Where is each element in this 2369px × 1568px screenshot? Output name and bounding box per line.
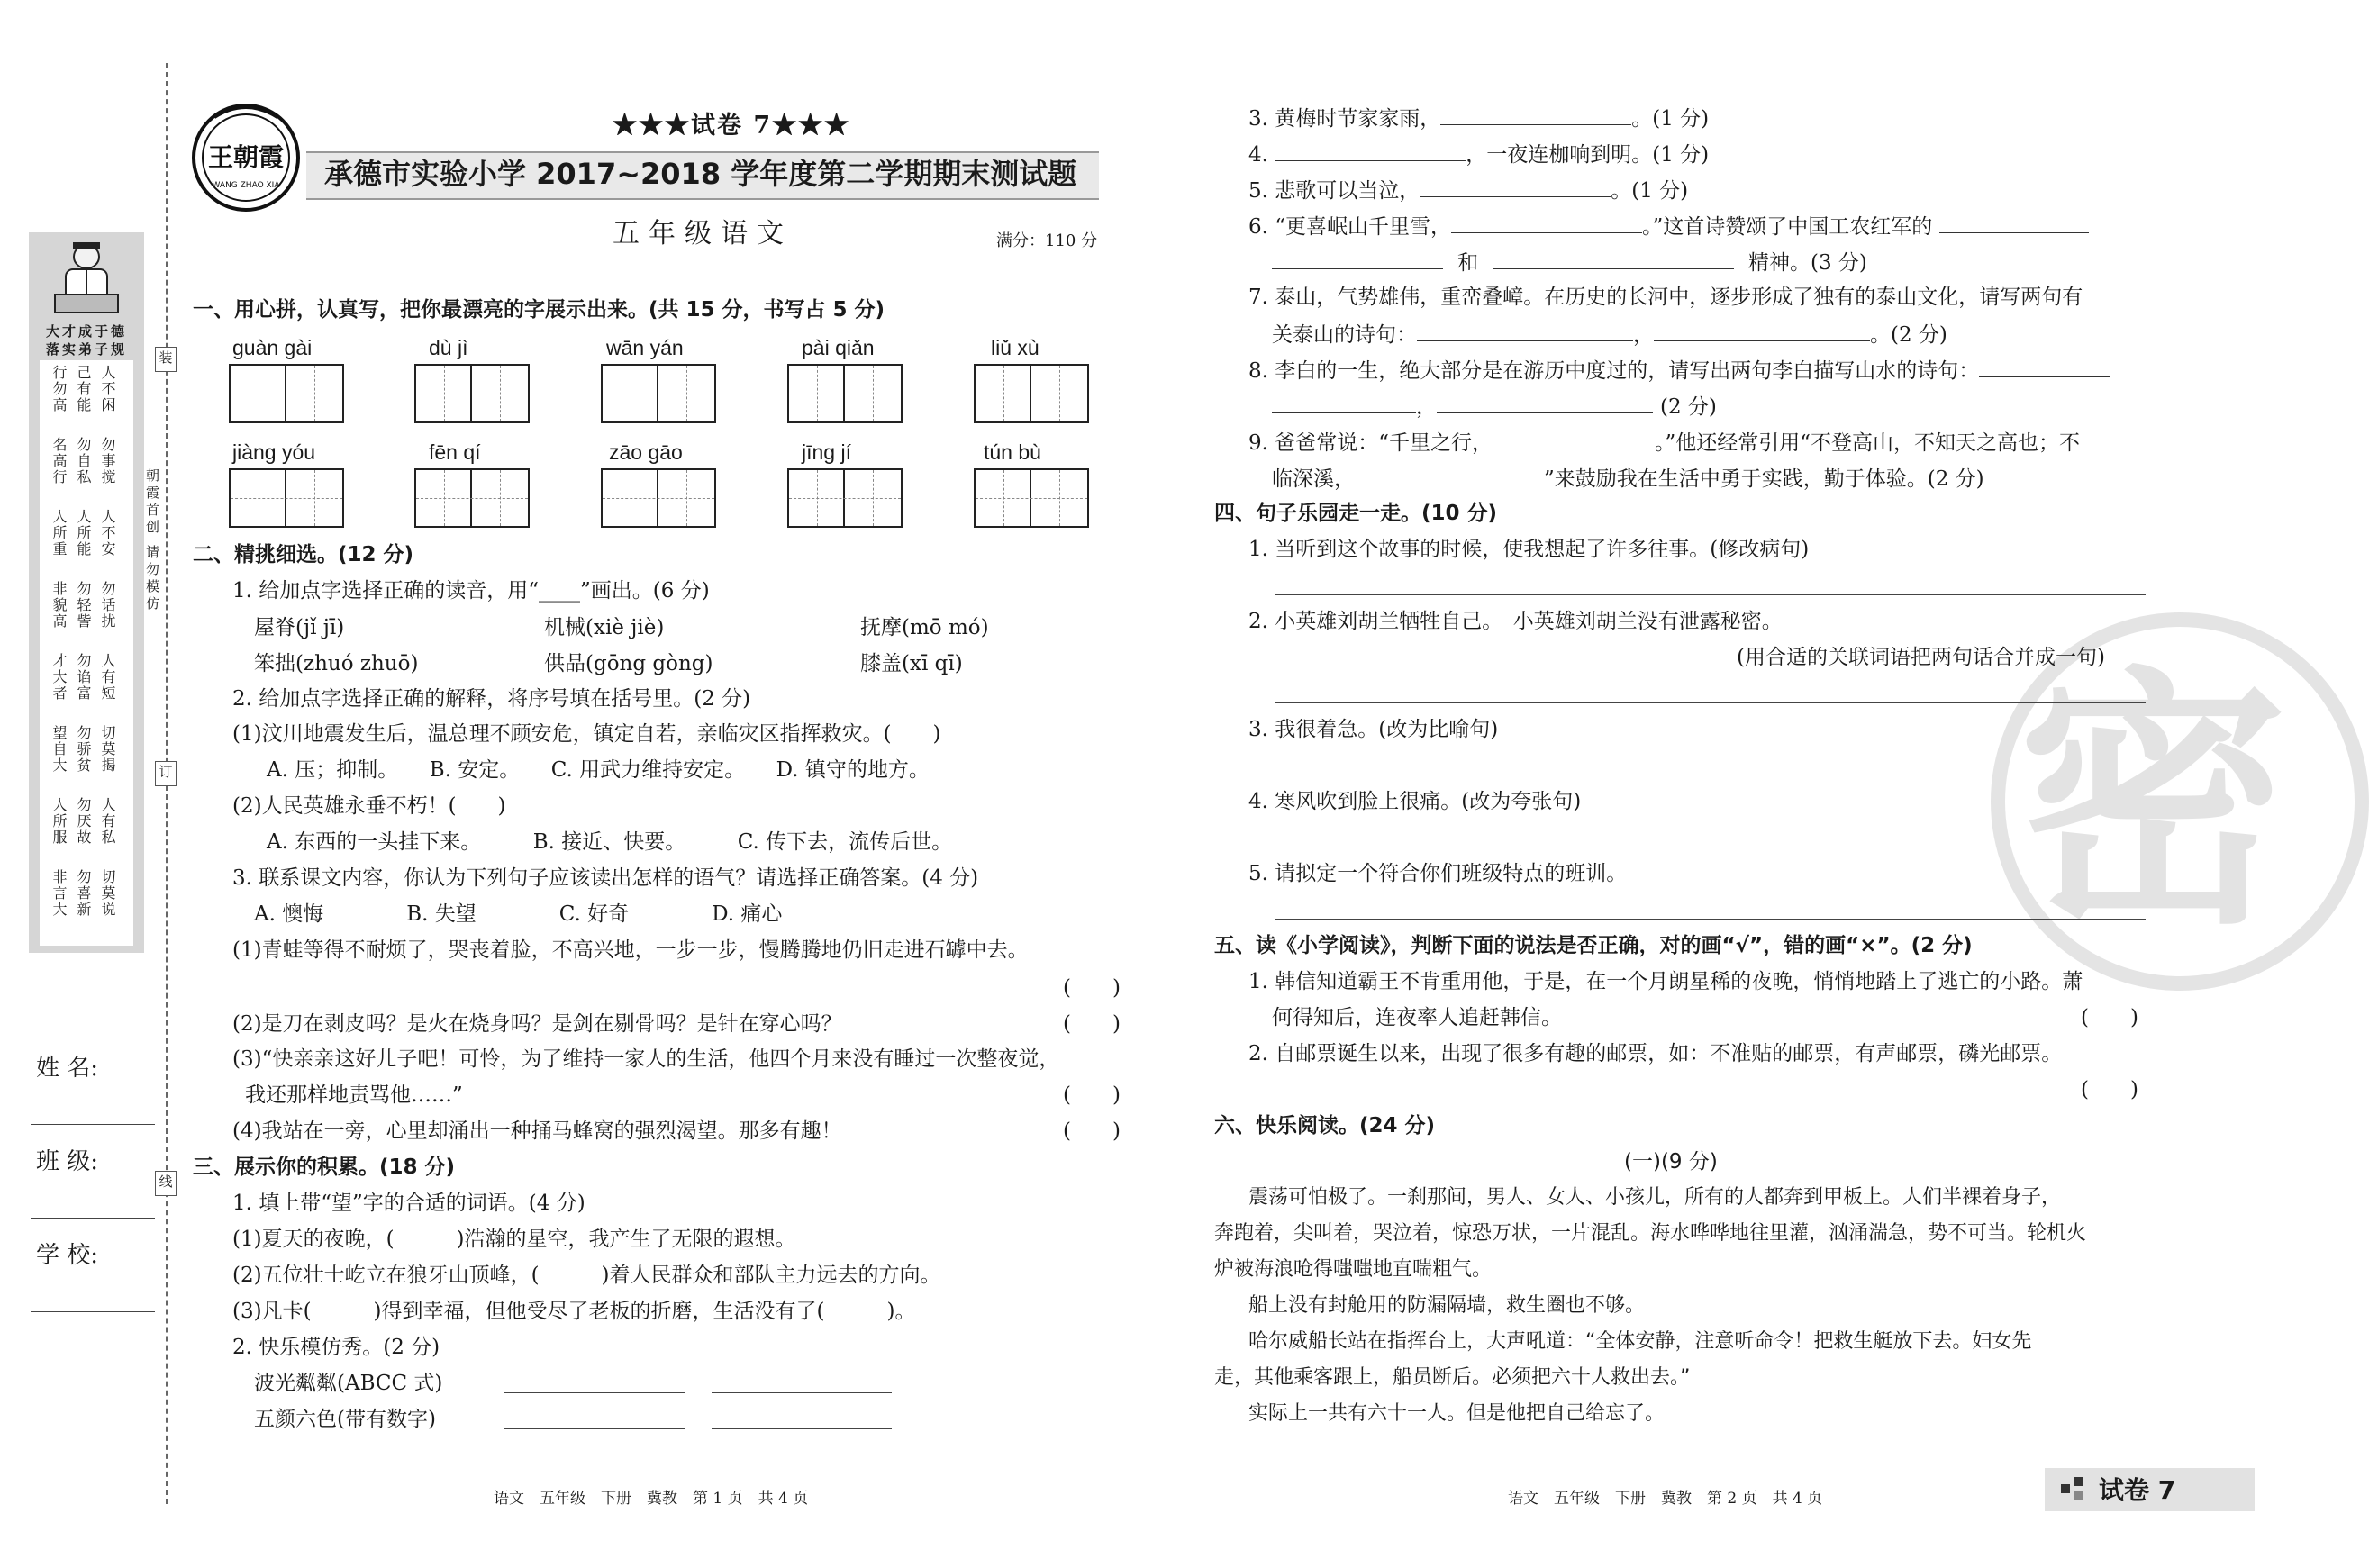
motto: 行勿高 — [50, 365, 68, 413]
s3-q8 — [1248, 357, 2110, 384]
name-field[interactable] — [31, 1124, 155, 1125]
s6-subtitle: (一)(9 分) — [1624, 1150, 1718, 1174]
s3-q3 — [1248, 104, 1709, 131]
answer-line[interactable] — [1437, 393, 1653, 413]
s3-q6 — [1248, 213, 2089, 240]
class-label: 班 级: — [36, 1148, 99, 1175]
logo-sub: WANG ZHAO XIA — [212, 181, 280, 190]
answer-line[interactable] — [1440, 104, 1631, 125]
fold-label: 订 — [155, 761, 177, 786]
s2-q3: 3. 联系课文内容，你认为下列句子应该读出怎样的语气？请选择正确答案。(4 分) — [232, 866, 979, 890]
s5-q1a: 1. 韩信知道霸王不肯重用他，于是，在一个月朗星稀的夜晚，悄悄地踏上了逃亡的小路。萧 — [1248, 970, 2083, 993]
writing-box[interactable] — [601, 364, 716, 423]
s2-q2-b-options: A. 东西的一头挂下来。 B. 接近、快要。 C. 传下去，流传后世。 — [267, 830, 953, 854]
paper-label: ★★★试卷 7★★★ — [613, 112, 851, 140]
s3-q7a: 7. 泰山，气势雄伟，重峦叠嶂。在历史的长河中，逐步形成了独有的泰山文化，请写两句有 — [1248, 286, 2083, 309]
s2-q3-3b: 我还那样地责骂他……” — [245, 1083, 463, 1107]
full-score: 满分：110 分 — [996, 231, 1098, 250]
s3-q2-2: 五颜六色(带有数字) — [254, 1408, 436, 1431]
s2-q3-options: A. 懊悔 B. 失望 C. 好奇 D. 痛心 — [254, 902, 783, 926]
writing-box[interactable] — [229, 364, 344, 423]
s3-q8-cont — [1272, 393, 1717, 420]
answer-paren[interactable]: ( ) — [1063, 1083, 1121, 1107]
motto: 切莫说 — [99, 869, 116, 918]
footer-dots — [2074, 1491, 2083, 1500]
motto: 人所服 — [50, 797, 68, 846]
s3-q6-c: 和 — [1457, 251, 1478, 275]
answer-line[interactable] — [1654, 321, 1870, 341]
motto: 才大者 — [50, 653, 68, 702]
motto: 人所重 — [50, 509, 68, 557]
s2-q1: 1. 给加点字选择正确的读音，用“____”画出。(6 分) — [232, 579, 710, 603]
class-field[interactable] — [31, 1218, 155, 1219]
s2-q2-a: (1)汶川地震发生后，温总理不顾安危，镇定自若，亲临灾区指挥救灾。( ) — [232, 722, 941, 746]
answer-line[interactable] — [712, 1428, 892, 1429]
answer-line[interactable] — [504, 1428, 685, 1429]
copyright-note: 朝霞首创 请勿模仿 — [144, 468, 160, 613]
name-label: 姓 名: — [36, 1055, 99, 1082]
answer-line[interactable] — [1275, 594, 2146, 595]
s3-q9-c: 临深溪， — [1272, 467, 1355, 491]
s4-q3: 3. 我很着急。(改为比喻句) — [1248, 718, 1499, 741]
writing-box[interactable] — [787, 468, 903, 528]
writing-box[interactable] — [414, 364, 530, 423]
motto: 勿事搅 — [99, 437, 116, 485]
footer-dots — [2061, 1484, 2070, 1493]
s4-q2: 2. 小英雄刘胡兰牺牲自己。 小英雄刘胡兰没有泄露秘密。 — [1248, 610, 1783, 633]
subject-title: 五年级语文 — [613, 218, 793, 249]
s6-p1b: 奔跑着，尖叫着，哭泣着，惊恐万状，一片混乱。海水哗哗地往里灌，汹涌湍急，势不可当。轮机火 — [1214, 1222, 2087, 1245]
s3-q8-b: (2 分) — [1660, 395, 1717, 419]
section-3-title: 三、展示你的积累。(18 分) — [193, 1156, 456, 1179]
scholar-illustration — [50, 239, 123, 320]
answer-line[interactable] — [1417, 321, 1633, 341]
motto: 人所能 — [75, 509, 92, 557]
s4-q1: 1. 当听到这个故事的时候，使我想起了许多往事。(修改病句) — [1248, 538, 1810, 561]
motto: 勿厌故 — [75, 797, 92, 846]
s3-q4 — [1248, 140, 1709, 168]
s2-q1-item: 机械(xiè jiè) — [544, 616, 665, 639]
exam-title: 承德市实验小学 2017~2018 学年度第二学期期末测试题 — [324, 157, 1077, 191]
logo-text: 王朝霞 — [207, 142, 285, 172]
writing-box[interactable] — [414, 468, 530, 528]
s2-q3-1: (1)青蛙等得不耐烦了，哭丧着脸，不高兴地，一步一步，慢腾腾地仍旧走进石罅中去。 — [232, 938, 1029, 962]
answer-line[interactable] — [1451, 213, 1642, 233]
answer-line[interactable] — [1355, 465, 1544, 485]
answer-line[interactable] — [712, 1392, 892, 1393]
fold-label: 线 — [155, 1171, 177, 1196]
answer-line[interactable] — [504, 1392, 685, 1393]
motto: 人不闲 — [99, 365, 116, 413]
s3-q9-b: 。”他还经常引用“不登高山，不知天之高也；不 — [1655, 431, 2081, 455]
s3-q6-d: 精神。(3 分) — [1748, 251, 1867, 275]
s2-q2: 2. 给加点字选择正确的解释，将序号填在括号里。(2 分) — [232, 687, 751, 711]
sidebar-slogan-bottom: 落实弟子规 — [45, 341, 127, 358]
s2-q1-item: 膝盖(xī qī) — [860, 652, 963, 675]
answer-line[interactable] — [1275, 702, 2146, 703]
brand-logo — [187, 99, 304, 216]
s3-q1-2: (2)五位壮士屹立在狼牙山顶峰，( )着人民群众和部队主力远去的方向。 — [232, 1264, 941, 1287]
s3-q7-comma: ， — [1633, 323, 1654, 347]
pinyin: jiàng yóu — [232, 440, 316, 464]
answer-paren[interactable]: ( ) — [1063, 1012, 1121, 1036]
pinyin: jīng jí — [802, 440, 851, 464]
s2-q2-a-options: A. 压；抑制。 B. 安定。 C. 用武力维持安定。 D. 镇守的地方。 — [267, 758, 930, 782]
answer-line[interactable] — [1493, 429, 1655, 449]
motto: 己有能 — [75, 365, 92, 413]
s6-p1a: 震荡可怕极了。一刹那间，男人、女人、小孩儿，所有的人都奔到甲板上。人们半裸着身子， — [1248, 1186, 2062, 1209]
s6-p3b: 走，其他乘客跟上，船员断后。必须把六十人救出去。” — [1214, 1366, 1691, 1389]
s3-q9-a: 9. 爸爸常说：“千里之行， — [1248, 431, 1493, 455]
motto: 名高行 — [50, 437, 68, 485]
footer-badge: 试卷 7 — [2099, 1475, 2176, 1505]
school-label: 学 校: — [36, 1242, 99, 1269]
s5-q1b: 何得知后，连夜率人追赶韩信。 — [1272, 1006, 1562, 1029]
s5-q2: 2. 自邮票诞生以来，出现了很多有趣的邮票，如：不准贴的邮票，有声邮票，磷光邮票。 — [1248, 1042, 2063, 1065]
answer-line[interactable] — [1420, 177, 1611, 197]
s3-q6-cont — [1272, 249, 1867, 276]
s3-q4-text: ，一夜连枷响到明。(1 分) — [1466, 143, 1710, 167]
section-2-title: 二、精挑细选。(12 分) — [193, 543, 414, 566]
footer-left: 语文 五年级 下册 冀教 第 1 页 共 4 页 — [494, 1490, 809, 1508]
footer-right: 语文 五年级 下册 冀教 第 2 页 共 4 页 — [1508, 1490, 1823, 1508]
s3-q5-score: 。(1 分) — [1611, 179, 1689, 203]
s3-q8-comma: ， — [1416, 395, 1437, 419]
motto: 勿谄富 — [75, 653, 92, 702]
s3-q3-score: 。(1 分) — [1631, 107, 1710, 131]
pinyin: guàn gài — [232, 336, 313, 359]
answer-paren[interactable]: ( ) — [1063, 1119, 1121, 1143]
sidebar-slogan-top: 大才成于德 — [45, 323, 127, 340]
writing-box[interactable] — [787, 364, 903, 423]
motto: 勿话扰 — [99, 581, 116, 630]
writing-box[interactable] — [601, 468, 716, 528]
writing-box[interactable] — [229, 468, 344, 528]
watermark-glyph: 密 — [2018, 642, 2288, 960]
motto: 勿轻訾 — [75, 581, 92, 630]
s3-q7 — [1272, 321, 1947, 348]
s3-q5-text: 5. 悲歌可以当泣， — [1248, 179, 1420, 203]
s2-q1-item: 屋脊(jǐ jī) — [254, 616, 345, 639]
answer-line[interactable] — [1493, 249, 1734, 269]
pinyin: zāo gāo — [609, 440, 683, 464]
s3-q9 — [1248, 429, 2080, 456]
s3-q4-num: 4. — [1248, 143, 1275, 167]
fold-label: 装 — [155, 347, 177, 372]
s3-q9-cont — [1272, 465, 1984, 492]
s3-q5 — [1248, 177, 1688, 204]
answer-line[interactable] — [1275, 919, 2146, 920]
answer-paren[interactable]: ( ) — [2081, 1006, 2138, 1029]
pinyin: fēn qí — [429, 440, 481, 464]
s6-p4: 实际上一共有六十一人。但是他把自己给忘了。 — [1248, 1402, 1666, 1425]
s2-q3-4: (4)我站在一旁，心里却涌出一种捅马蜂窝的强烈渴望。那多有趣！ — [232, 1119, 842, 1143]
motto: 望自大 — [50, 725, 68, 774]
section-1-title: 一、用心拼，认真写，把你最漂亮的字展示出来。(共 15 分，书写占 5 分) — [193, 298, 885, 322]
s6-p1c: 炉被海浪呛得嗤嗤地直喘粗气。 — [1214, 1258, 1493, 1281]
s2-q1-item: 供品(gōng gòng) — [544, 652, 713, 675]
s6-p3a: 哈尔威船长站在指挥台上，大声吼道：“全体安静，注意听命令！把救生艇放下去。妇女先 — [1248, 1330, 2032, 1353]
motto: 人有短 — [99, 653, 116, 702]
pinyin: wān yán — [606, 336, 684, 359]
motto: 人不安 — [99, 509, 116, 557]
motto: 切莫揭 — [99, 725, 116, 774]
s3-q2-1: 波光粼粼(ABCC 式) — [254, 1372, 443, 1395]
writing-box[interactable] — [974, 468, 1089, 528]
s3-q7-c: 。(2 分) — [1870, 323, 1947, 347]
s3-q7-b: 关泰山的诗句： — [1272, 323, 1417, 347]
motto: 勿骄贫 — [75, 725, 92, 774]
pinyin: dù jì — [429, 336, 468, 359]
s3-q8-a: 8. 李白的一生，绝大部分是在游历中度过的，请写出两句李白描写山水的诗句： — [1248, 359, 1980, 383]
pinyin: pài qiǎn — [802, 336, 875, 359]
section-6-title: 六、快乐阅读。(24 分) — [1214, 1114, 1436, 1137]
s4-q2-note: (用合适的关联词语把两句话合并成一句) — [1737, 646, 2105, 669]
pinyin: tún bù — [984, 440, 1041, 464]
s4-q5: 5. 请拟定一个符合你们班级特点的班训。 — [1248, 862, 1628, 885]
s3-q6-b: 。”这首诗赞颂了中国工农红军的 — [1642, 215, 1933, 239]
motto: 人有私 — [99, 797, 116, 846]
section-4-title: 四、句子乐园走一走。(10 分) — [1214, 502, 1498, 525]
pinyin: liǔ xù — [991, 336, 1039, 359]
motto: 勿喜新 — [75, 869, 92, 918]
s3-q1: 1. 填上带“望”字的合适的词语。(4 分) — [232, 1192, 585, 1215]
s3-q6-a: 6. “更喜岷山千里雪， — [1248, 215, 1452, 239]
s2-q3-3a: (3)“快亲亲这好儿子吧！可怜，为了维持一家人的生活，他四个月来没有睡过一次整夜觉， — [232, 1047, 1060, 1071]
answer-line[interactable] — [1272, 393, 1416, 413]
s2-q3-2: (2)是刀在剥皮吗？是火在烧身吗？是剑在剔骨吗？是针在穿心吗？ — [232, 1012, 842, 1036]
s2-q2-b: (2)人民英雄永垂不朽！( ) — [232, 794, 506, 818]
s3-q1-3: (3)凡卡( )得到幸福，但他受尽了老板的折磨，生活没有了( )。 — [232, 1300, 916, 1323]
s2-q1-item: 笨拙(zhuó zhuō) — [254, 652, 419, 675]
motto: 非言大 — [50, 869, 68, 918]
answer-paren[interactable]: ( ) — [1063, 976, 1121, 1000]
section-5-title: 五、读《小学阅读》，判断下面的说法是否正确，对的画“√”，错的画“×”。(2 分) — [1214, 934, 1973, 957]
writing-box[interactable] — [974, 364, 1089, 423]
answer-line[interactable] — [1979, 357, 2110, 377]
s6-p2: 船上没有封舱用的防漏隔墙，救生圈也不够。 — [1248, 1294, 1646, 1317]
s3-q9-d: ”来鼓励我在生活中勇于实践，勤于体验。(2 分) — [1544, 467, 1984, 491]
answer-line[interactable] — [1939, 213, 2089, 233]
motto: 非貌高 — [50, 581, 68, 630]
s2-q1-item: 抚摩(mō mó) — [860, 616, 989, 639]
answer-line[interactable] — [1275, 140, 1466, 161]
answer-line[interactable] — [1272, 249, 1443, 269]
s3-q1-1: (1)夏天的夜晚，( )浩瀚的星空，我产生了无限的遐想。 — [232, 1228, 796, 1251]
footer-dots — [2074, 1477, 2083, 1486]
s4-q4: 4. 寒风吹到脸上很痛。(改为夸张句) — [1248, 790, 1582, 813]
answer-paren[interactable]: ( ) — [2081, 1078, 2138, 1101]
motto: 勿自私 — [75, 437, 92, 485]
school-field[interactable] — [31, 1311, 155, 1312]
s3-q2: 2. 快乐模仿秀。(2 分) — [232, 1336, 440, 1359]
s3-q3-text: 3. 黄梅时节家家雨， — [1248, 107, 1441, 131]
